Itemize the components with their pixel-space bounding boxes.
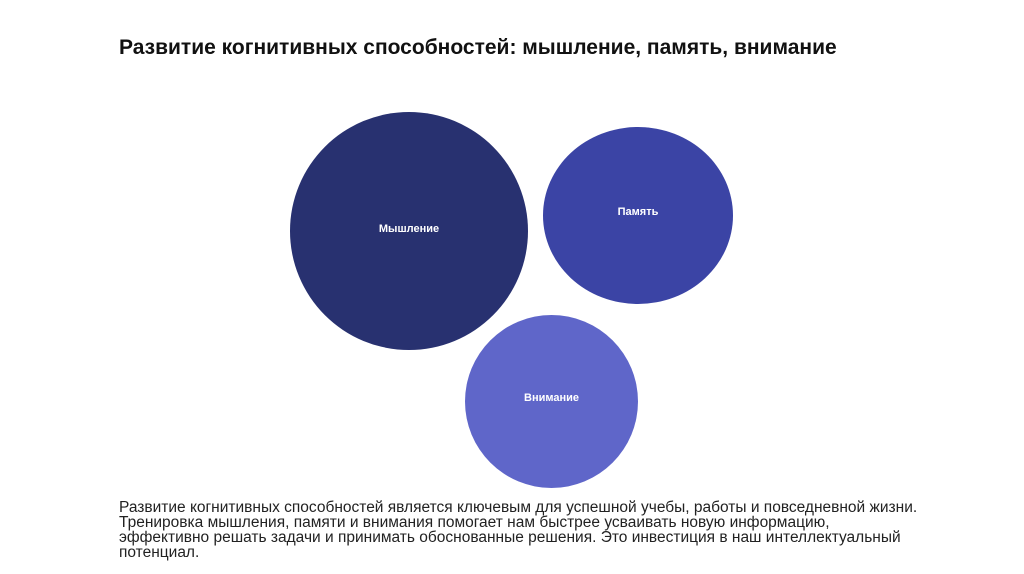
circle-thinking: [290, 112, 528, 350]
circle-label-memory: Память: [617, 205, 659, 218]
slide-title: Развитие когнитивных способностей: мышление, память, внимание: [119, 36, 837, 59]
circle-label-thinking: Мышление: [378, 223, 440, 235]
circle-label-attention: Внимание: [524, 391, 579, 404]
circle-memory: [543, 127, 733, 304]
body-text: Развитие когнитивных способностей является ключевым для успешной учебы, работы и повседневной жизни. Тренировка мышления, памяти и внимания помогает нам быстрее усваивать новую информацию, эффективно решать задачи и принимать обоснованные решения. Это инвестиция в наш интеллектуальный потенциал.: [119, 499, 918, 561]
circle-attention: [465, 315, 638, 488]
